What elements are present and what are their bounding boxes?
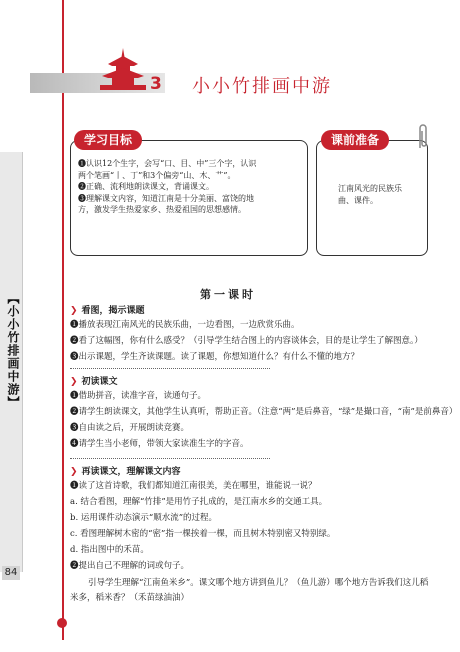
divider: [70, 368, 270, 369]
divider: [70, 458, 270, 459]
list-item: b. 运用课件动态演示“顺水流”的过程。: [70, 513, 218, 523]
lesson-number: 3: [150, 74, 162, 94]
goal-line: ❷正确、流利地朗读课文，背诵课文。: [78, 182, 214, 191]
goal-line: ❶认识12个生字，会写“口、目、中”三个字，认识: [78, 159, 257, 168]
part-heading: ❯ 看图，揭示课题: [70, 306, 145, 316]
list-item: c. 看图理解树木密的“密”指一棵挨着一棵，而且树木特别密又特别绿。: [70, 529, 336, 539]
page-number: 84: [2, 566, 20, 580]
learning-goals-label: 学习目标: [74, 130, 142, 150]
bullet-mark-icon: ❯: [70, 377, 78, 387]
part-1-list: [70, 317, 436, 365]
learning-goals-list: [78, 158, 300, 216]
part-3-list: [70, 478, 436, 574]
goal-line: 两个笔画“丨、丁”和3个偏旁“山、木、艹”。: [78, 170, 236, 180]
list-item: ❶借助拼音，读准字音，读通句子。: [70, 391, 207, 401]
sidebar-title: 【小小竹排画中游】: [6, 292, 20, 409]
list-item: ❷请学生朗读课文，其他学生认真听，帮助正音。（注意“两”是后鼻音，“绿”是撮口音，“南”是前鼻音）: [70, 407, 458, 417]
preparation-text: 江南风光的民族乐曲、课件。: [338, 184, 402, 205]
part-heading: ❯ 再读课文，理解课文内容: [70, 467, 181, 477]
list-item: ❶读了这首诗歌，我们都知道江南很美，美在哪里，谁能说一说？: [70, 481, 317, 491]
sidebar-divider: [22, 152, 23, 572]
paperclip-icon: [416, 122, 430, 156]
list-item: ❶播放表现江南风光的民族乐曲，一边看图，一边欣赏乐曲。: [70, 320, 300, 330]
section-title: 第一课时: [200, 288, 256, 301]
list-item: ❹请学生当小老师，带领大家读准生字的字音。: [70, 439, 249, 449]
preparation-label: 课前准备: [321, 130, 389, 150]
bullet-mark-icon: ❯: [70, 306, 78, 316]
bullet-mark-icon: ❯: [70, 467, 78, 477]
part-2-list: [70, 388, 458, 452]
list-item: ❷提出自己不理解的词或句子。: [70, 561, 190, 571]
list-item: d. 指出图中的禾苗。: [70, 545, 149, 555]
closing-paragraph: 引导学生理解“江南鱼米乡”。课文哪个地方讲到鱼儿？（鱼儿游）哪个地方告诉我们这儿稻米多，稻米香？（禾苗绿油油）: [70, 578, 429, 603]
goal-line: ❸理解课文内容，知道江南是十分美丽、富饶的地: [78, 193, 254, 203]
red-margin-line: [62, 0, 64, 640]
lesson-title: 小小竹排画中游: [192, 76, 332, 97]
goal-line: 方，激发学生热爱家乡、热爱祖国的思想感情。: [78, 205, 246, 214]
pagoda-icon: [98, 46, 148, 96]
list-item: ❸自由读之后，开展朗读竞赛。: [70, 423, 190, 433]
list-item: ❸出示课题，学生齐读课题。读了课题，你想知道什么？有什么不懂的地方？: [70, 352, 360, 362]
list-item: a. 结合看图，理解“竹排”是用竹子扎成的，是江南水乡的交通工具。: [70, 497, 328, 507]
list-item: ❷看了这幅图，你有什么感受？（引导学生结合图上的内容谈体会，目的是让学生了解图意。）: [70, 336, 423, 346]
part-heading: ❯ 初读课文: [70, 377, 118, 387]
red-dot: [57, 618, 67, 628]
